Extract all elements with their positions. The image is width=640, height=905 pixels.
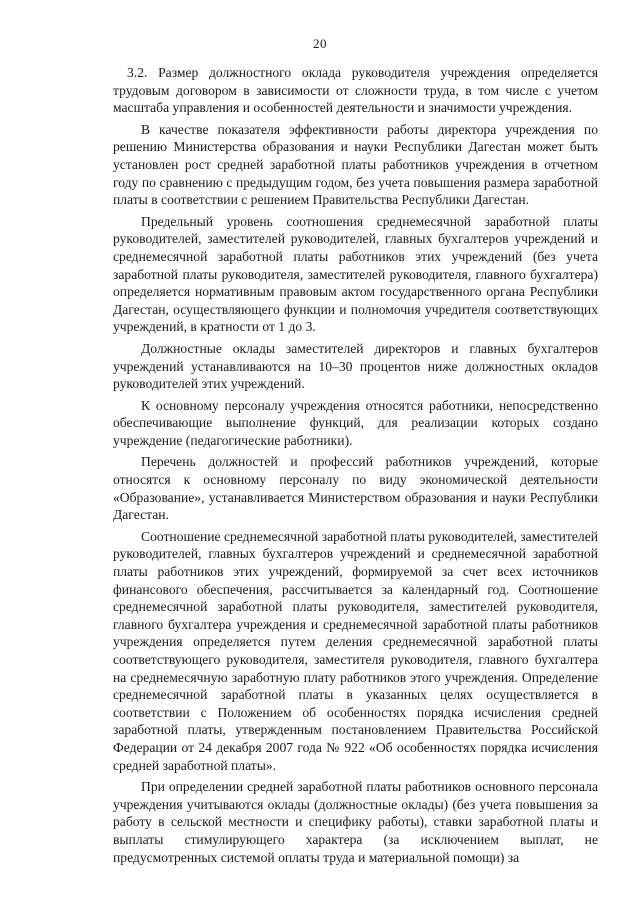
page-number: 20 [313,36,327,51]
paragraph-main-personnel: К основному персоналу учреждения относятся работники, непосредственно обеспечивающие выполнение функций, для реализации которых создано учреждение (педагогические работники). [113,397,598,448]
document-body [113,64,598,870]
paragraph-size-of-salary: 3.2. Размер должностного оклада руководителя учреждения определяется трудовым договором в зависимости от сложности труда, в том числе с учетом масштаба управления и особенностей деятельности и значимости учреждения. [113,65,598,116]
paragraph-average-salary-determination: При определении средней заработной платы работников основного персонала учреждения учитываются оклады (должностные оклады) (без учета повышения за работу в сельской местности и специфику работы), ставки заработной платы и выплаты стимулирующего характера (за исключением выплат, не предусмотренных системой оплаты труда и материальной помощи) за [113,779,598,865]
paragraph-deputy-salaries: Должностные оклады заместителей директоров и главных бухгалтеров учреждений устанавливаются на 10–30 процентов ниже должностных окладов руководителей этих учреждений. [113,340,598,392]
paragraph-salary-ratio-limit: Предельный уровень соотношения среднемесячной заработной платы руководителей, заместителей руководителей, главных бухгалтеров учреждений и среднемесячной заработной платы работников этих учреждений (без учета заработной платы руководителя, заместителей руководителя, главного бухгалтера) определяется нормативным правовым актом государственного органа Республики Дагестан, осуществляющего функции и полномочия учредителя соответствующих учреждений, в кратности от 1 до 3. [113,213,598,335]
paragraph-ratio-calculation: Соотношение среднемесячной заработной платы руководителей, заместителей руководителей, главных бухгалтеров учреждений и среднемесячной заработной платы работников этих учреждений, формируемой за счет всех источников финансового обеспечения, рассчитывается за календарный год. Соотношение среднемесячной заработной платы руководителя, заместителей руководителя, главного бухгалтера учреждения и среднемесячной заработной платы работников учреждения определяется путем деления среднемесячной заработной платы соответствующего руководителя, заместителя руководителя, главного бухгалтера на среднемесячную заработную плату работников этого учреждения. Определение среднемесячной заработной платы в указанных целях осуществляется в соответствии с Положением об особенностях порядка исчисления средней заработной платы, утвержденным постановлением Правительства Российской Федерации от 24 декабря 2007 года № 922 «Об особенностях порядка исчисления средней заработной платы». [113,528,598,773]
paragraph-efficiency-indicator: В качестве показателя эффективности работы директора учреждения по решению Министерства образования и науки Республики Дагестан может быть установлен рост средней заработной платы работников учреждения в отчетном году по сравнению с предыдущим годом, без учета повышения размера заработной платы в соответствии с решением Правительства Республики Дагестан. [113,121,598,208]
paragraph-list-of-positions: Перечень должностей и профессий работников учреждений, которые относятся к основному персоналу по виду экономической деятельности «Образование», устанавливается Министерством образования и науки Республики Дагестан. [113,454,598,523]
